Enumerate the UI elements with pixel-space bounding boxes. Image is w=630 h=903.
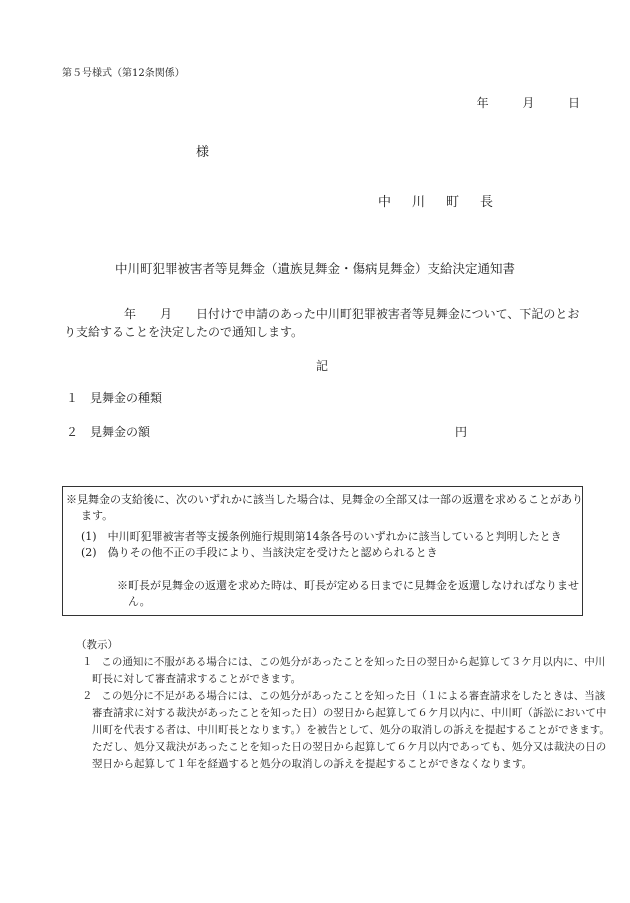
date-day: 日 — [567, 96, 580, 110]
sender: 中 川 町 長 — [378, 195, 498, 210]
notice-sub-note — [117, 578, 579, 610]
notice-sub-note-line-2: ん。 — [128, 595, 151, 608]
instruction-1 — [82, 654, 606, 688]
notice-reason-2: (2) 偽りその他不正の手段により、当該決定を受けたと認められるとき — [81, 546, 438, 559]
instruction-1-number: １ — [82, 656, 93, 668]
notice-note-line-2: ます。 — [81, 509, 114, 522]
addressee-suffix: 様 — [196, 145, 210, 160]
notice-note — [66, 492, 583, 524]
instruction-2-number: ２ — [82, 690, 93, 702]
form-number: 第５号様式（第12条関係） — [62, 68, 185, 79]
instructions-heading: （教示） — [76, 639, 118, 651]
date-year: 年 — [476, 96, 489, 110]
instruction-2-line-5: 翌日から起算して１年を経過すると処分の取消しの訴えを提起することができなくなります。 — [92, 758, 533, 770]
ki-heading: 記 — [315, 359, 328, 373]
date-line — [477, 94, 580, 111]
amount-unit: 円 — [455, 425, 468, 439]
instruction-2-line-2: 審査請求に対する裁決があったことを知った日）の翌日から起算して６ケ月以内に、中川町（訴訟において中 — [92, 707, 607, 719]
body-line-1: 年 月 日付けで申請のあった中川町犯罪被害者等見舞金について、下記のとお — [64, 307, 580, 321]
date-month: 月 — [522, 96, 535, 110]
notice-sub-note-line-1: ※町長が見舞金の返還を求めた時は、町長が定める日までに見舞金を返還しなければなりませ — [117, 579, 579, 592]
notice-box — [62, 486, 583, 616]
instruction-2-line-1: この処分に不足がある場合には、この処分があったことを知った日（１による審査請求をしたときは、当該 — [101, 690, 606, 702]
instruction-2-line-3: 川町を代表する者は、中川町長となります。）を被告として、処分の取消しの訴えを提起することができます。 — [92, 724, 610, 736]
body-line-2: り支給することを決定したので通知します。 — [64, 325, 304, 339]
body-text — [64, 305, 584, 341]
item-type: １ 見舞金の種類 — [66, 391, 163, 405]
document-title: 中川町犯罪被害者等見舞金（遺族見舞金・傷病見舞金）支給決定通知書 — [114, 261, 515, 276]
notice-reason-1: (1) 中川町犯罪被害者等支援条例施行規則第14条各号のいずれかに該当していると判明したとき — [81, 530, 562, 543]
instruction-2-line-4: ただし、処分又裁決があったことを知った日の翌日から起算して６ケ月以内であっても、処分又は裁決の日の — [92, 741, 607, 753]
instruction-1-line-2: 町長に対して審査請求することができます。 — [92, 673, 302, 685]
notice-note-line-1: ※見舞金の支給後に、次のいずれかに該当した場合は、見舞金の全部又は一部の返還を求めることがあり — [66, 493, 583, 506]
item-amount: ２ 見舞金の額 — [66, 425, 151, 439]
instruction-2 — [82, 688, 610, 773]
instruction-1-line-1: この通知に不服がある場合には、この処分があったことを知った日の翌日から起算して３ケ月以内に、中川 — [101, 656, 606, 668]
